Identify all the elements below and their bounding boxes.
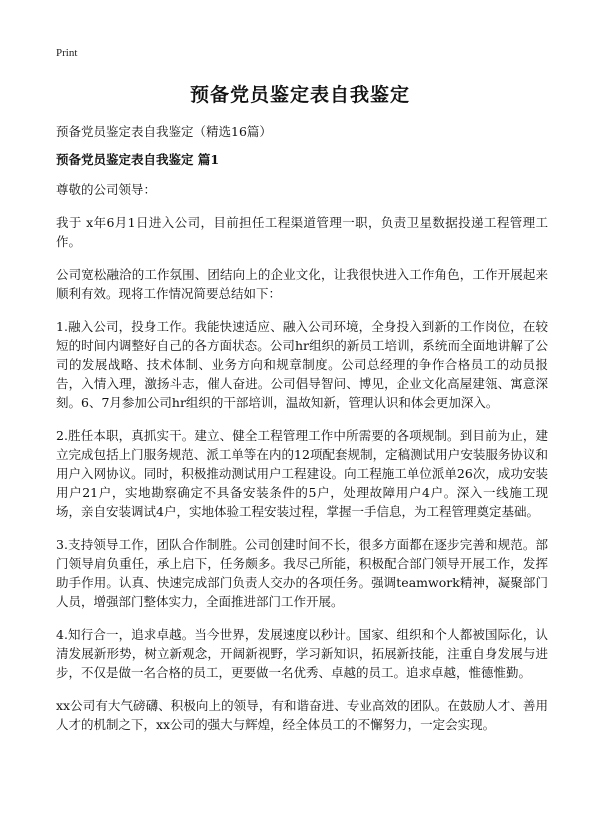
paragraph: 3.支持领导工作，团队合作制胜。公司创建时间不长，很多方面都在逐步完善和规范。部门领导肩负重任，承上启下，任务颇多。我尽己所能，积极配合部门领导开展工作，发挥助手作用。认真、快速完成部门负责人交办的各项任务。强调teamwork精神，凝聚部门人员，增强部门整体实力，全面推进部门工作开展。: [56, 537, 548, 609]
paragraph: 我于 x年6月1日进入公司，目前担任工程渠道管理一职，负责卫星数据投递工程管理工作。: [56, 215, 548, 249]
document-body: [56, 180, 548, 748]
document-subtitle: 预备党员鉴定表自我鉴定（精选16篇）: [56, 124, 272, 139]
paragraph: 4.知行合一，追求卓越。当今世界，发展速度以秒计。国家、组织和个人都被国际化，认清发展新形势，树立新观念，开阔新视野，学习新知识，拓展新技能，注重自身发展与进步，不仅是做一名合格的员工，更要做一名优秀、卓越的员工。追求卓越，惟德惟勤。: [56, 627, 548, 680]
salutation: 尊敬的公司领导：: [56, 182, 157, 197]
print-label[interactable]: Print: [56, 47, 78, 59]
paragraph: xx公司有大气磅礴、积极向上的领导，有和谐奋进、专业高效的团队。在鼓励人才、善用人才的机制之下，xx公司的强大与辉煌，经全体员工的不懈努力，一定会实现。: [56, 698, 548, 732]
paragraph: 公司宽松融洽的工作氛围、团结向上的企业文化，让我很快进入工作角色，工作开展起来顺利有效。现将工作情况简要总结如下：: [56, 267, 548, 301]
section-heading: 预备党员鉴定表自我鉴定 篇1: [56, 152, 220, 167]
page-title: 预备党员鉴定表自我鉴定: [189, 84, 410, 106]
paragraph: 1.融入公司，投身工作。我能快速适应、融入公司环境，全身投入到新的工作岗位，在较短的时间内调整好自己的各方面状态。公司hr组织的新员工培训，系统而全面地讲解了公司的发展战略、技术体制、业务方向和规章制度。公司总经理的争作合格员工的动员报告，入情入理，激扬斗志，催人奋进。公司倡导智问、博见，企业文化高屋建瓴、寓意深刻。6、7月参加公司hr组织的干部培训，温故知新，管理认识和体会更加深入。: [56, 319, 548, 410]
paragraph: 2.胜任本职，真抓实干。建立、健全工程管理工作中所需要的各项规制。到目前为止，建立完成包括上门服务规范、派工单等在内的12项配套规制，定稿测试用户安装服务协议和用户入网协议。同时，积极推动测试用户工程建设。向工程施工单位派单26次，成功安装用户21户，实地勘察确定不具备安装条件的5户，处理故障用户4户。深入一线施工现场，亲自安装调试4户，实地体验工程安装过程，掌握一手信息，为工程管理奠定基础。: [56, 428, 548, 519]
